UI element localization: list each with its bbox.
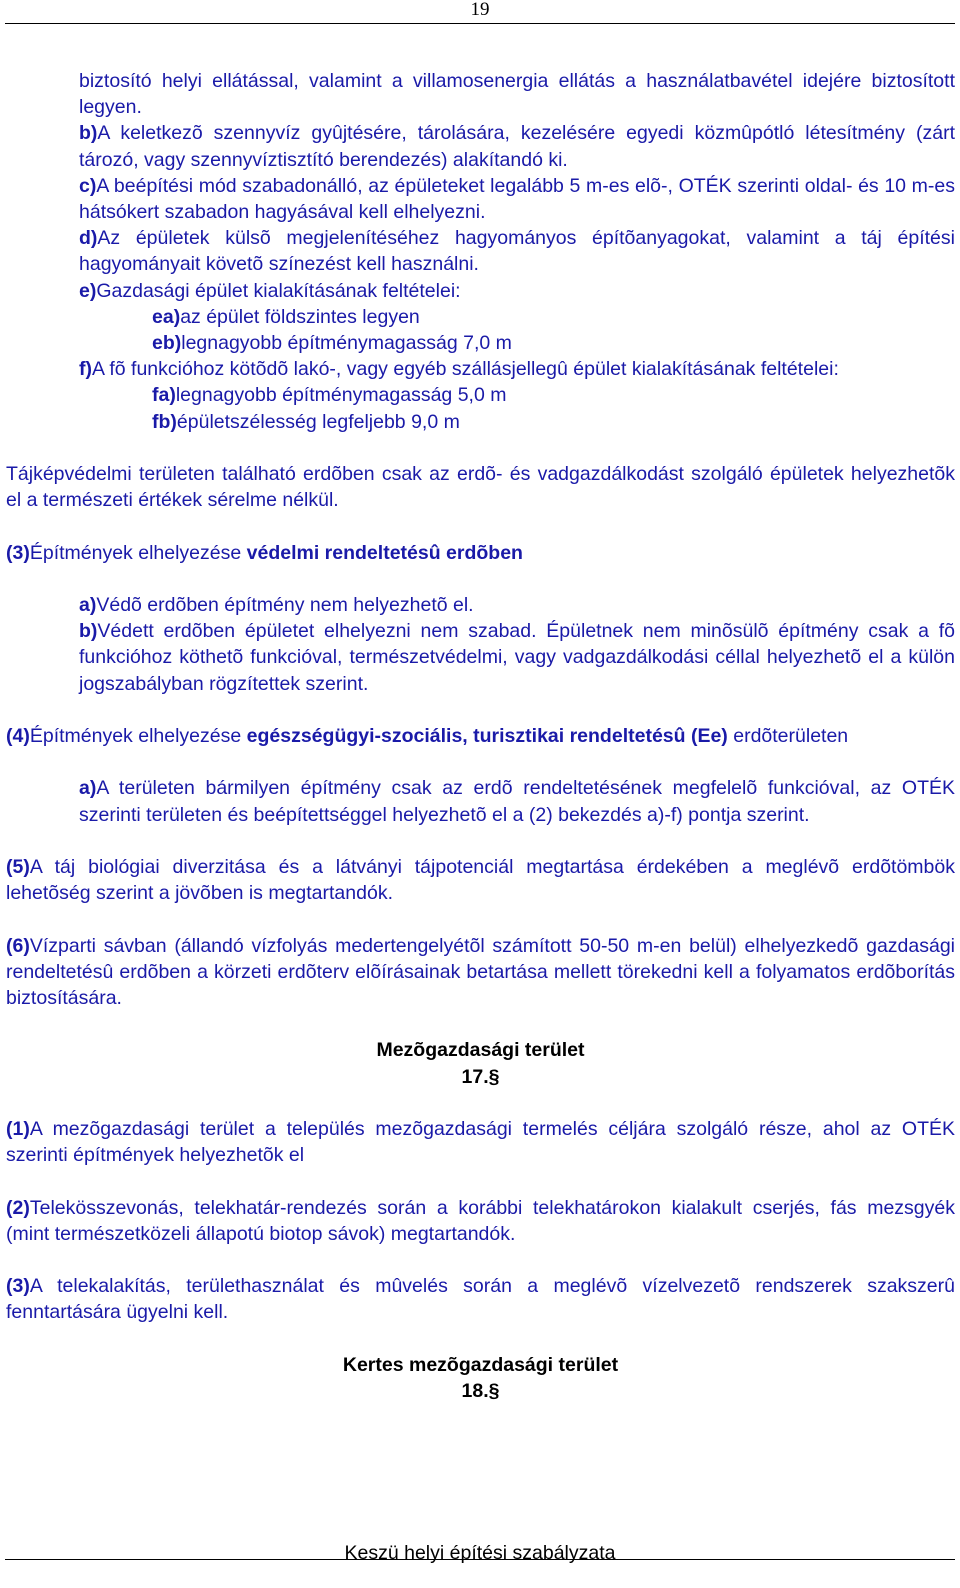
page-footer: Keszü helyi építési szabályzata (344, 1542, 616, 1564)
paragraph-tajkepvedelmi: Tájképvédelmi területen található erdõben csak az erdõ- és vadgazdálkodást szolgáló épületek helyezhetõk el a természeti értékek sérelme nélkül. (6, 463, 955, 512)
paragraph-3b: b)Védett erdõben épületet elhelyezni nem szabad. Épületnek nem minõsülõ építmény csak a fõ funkcióhoz köthetõ funkcióval, természetvédelmi, vagy vadgazdálkodási céllal helyezhetõ el a külön jogszabályban rögzítettek szerint. (79, 620, 955, 695)
document-body (6, 68, 955, 1404)
section-heading: Kertes mezõgazdasági terület (342, 1353, 619, 1376)
paragraph-5: (5)A táj biológiai diverzitása és a látványi tájpotenciál megtartása érdekében a meglévõ erdõtömbök lehetõség szerint a jövõben is megtartandók. (6, 856, 955, 905)
paragraph: biztosító helyi ellátással, valamint a villamosenergia ellátás a használatbavétel idejére biztosított legyen. (79, 70, 955, 119)
section-heading: Mezõgazdasági terület (376, 1039, 585, 1062)
paragraph-3a: a)Védõ erdõben építmény nem helyezhetõ el. (79, 594, 474, 617)
paragraph-f: f)A fõ funkcióhoz kötõdõ lakó-, vagy egyéb szállásjellegû épület kialakításának feltételei: (79, 358, 839, 381)
page-number: 19 (470, 0, 490, 20)
paragraph-6: (6)Vízparti sávban (állandó vízfolyás medertengelyétõl számított 50-50 m-en belül) elhelyezkedõ gazdasági rendeltetésû erdõben a körzeti erdõterv elõírásainak betartása mellett törekedni kell a folyamatos erdõborítás biztosítására. (6, 934, 955, 1009)
paragraph-4a: a)A területen bármilyen építmény csak az erdõ rendeltetésének megfelelõ funkcióval, az OTÉK szerinti területen és beépítettséggel helyezhetõ el a (2) bekezdés a)-f) pontja szerint. (79, 777, 955, 826)
paragraph-d: d)Az épületek külsõ megjelenítéséhez hagyományos építõanyagokat, valamint a táj építési hagyományait követõ színezést kell használni. (79, 227, 955, 276)
paragraph-e: e)Gazdasági épület kialakításának feltételei: (79, 279, 461, 302)
paragraph-4: (4)Építmények elhelyezése egészségügyi-szociális, turisztikai rendeltetésû (Ee) erdõterületen (6, 725, 849, 748)
header-rule (5, 23, 955, 24)
subparagraph-eb: eb)legnagyobb építménymagasság 7,0 m (152, 332, 512, 355)
section-number: 18.§ (461, 1379, 500, 1402)
subparagraph-fa: fa)legnagyobb építménymagasság 5,0 m (152, 384, 507, 407)
paragraph-17-3: (3)A telekalakítás, területhasználat és mûvelés során a meglévõ vízelvezetõ rendszerek szakszerû fenntartására ügyelni kell. (6, 1275, 955, 1324)
paragraph-c: c)A beépítési mód szabadonálló, az épületeket legalább 5 m-es elõ-, OTÉK szerinti oldal- és 10 m-es hátsókert szabadon hagyásával kell elhelyezni. (79, 174, 955, 224)
subparagraph-ea: ea)az épület földszintes legyen (152, 305, 420, 328)
paragraph-3: (3)Építmények elhelyezése védelmi rendeltetésû erdõben (6, 541, 523, 564)
section-number: 17.§ (461, 1065, 500, 1088)
paragraph-17-1: (1)A mezõgazdasági terület a település mezõgazdasági termelés céljára szolgáló része, ahol az OTÉK szerinti építmények helyezhetõk el (6, 1117, 955, 1167)
subparagraph-fb: fb)épületszélesség legfeljebb 9,0 m (152, 410, 460, 433)
paragraph-b: b)A keletkezõ szennyvíz gyûjtésére, tárolására, kezelésére egyedi közmûpótló létesítmény (zárt tározó, vagy szennyvíztisztító berendezés) alakítandó ki. (79, 122, 955, 171)
paragraph-17-2: (2)Telekösszevonás, telekhatár-rendezés során a korábbi telekhatárokon kialakult cserjés, fás mezsgyék (mint természetközeli állapotú biotop sávok) megtartandók. (6, 1196, 955, 1245)
